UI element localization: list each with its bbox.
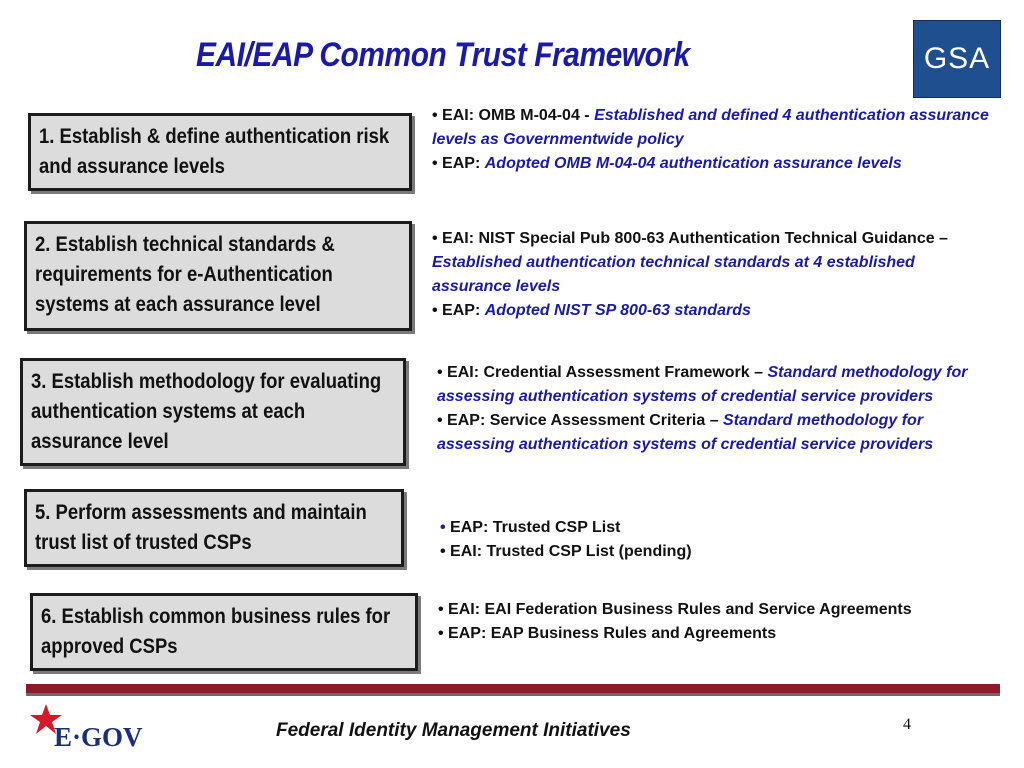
detail-item: • EAI: EAI Federation Business Rules and Service Agreements: [438, 601, 912, 618]
detail-item: • EAP: Trusted CSP List: [440, 519, 621, 536]
step-label-2: 2. Establish technical standards & requirements for e-Authentication systems at each assurance level: [35, 233, 335, 316]
egov-logo: [28, 702, 168, 758]
slide-title: EAI/EAP Common Trust Framework: [196, 36, 690, 74]
detail-item: • EAP: EAP Business Rules and Agreements: [438, 625, 777, 642]
footer-title: Federal Identity Management Initiatives: [276, 720, 631, 741]
page-number: 4: [903, 716, 911, 733]
step-box-1: [28, 113, 412, 191]
detail-item: • EAI: OMB M-04-04 - Established and defined 4 authentication assurance levels as Governmentwide policy: [432, 107, 989, 148]
detail-group-5: [440, 516, 970, 564]
egov-logo-text: E·GOV: [54, 722, 143, 752]
step-box-6: [30, 593, 418, 671]
detail-item: • EAI: Trusted CSP List (pending): [440, 543, 692, 560]
gsa-logo-text: GSA: [923, 42, 991, 75]
detail-group-6: [438, 598, 968, 646]
detail-item: • EAP: Adopted NIST SP 800-63 standards: [432, 302, 751, 319]
detail-item: • EAI: NIST Special Pub 800-63 Authentication Technical Guidance – Established authentication technical standards at 4 established assurance levels: [432, 230, 948, 295]
detail-group-3: [437, 361, 972, 457]
gsa-logo: [913, 20, 1001, 98]
step-box-3: [20, 358, 406, 466]
footer-divider: [26, 684, 1000, 693]
step-label-5: 5. Perform assessments and maintain trust list of trusted CSPs: [35, 501, 367, 554]
detail-item: • EAP: Service Assessment Criteria – Standard methodology for assessing authentication systems of credential service providers: [437, 412, 934, 453]
detail-group-1: [432, 104, 997, 176]
detail-group-2: [432, 227, 987, 323]
step-box-2: [24, 221, 412, 331]
detail-item: • EAP: Adopted OMB M-04-04 authentication assurance levels: [432, 155, 902, 172]
step-box-5: [24, 489, 404, 567]
step-label-3: 3. Establish methodology for evaluating authentication systems at each assurance level: [31, 370, 382, 453]
step-label-6: 6. Establish common business rules for approved CSPs: [41, 605, 391, 658]
detail-item: • EAI: Credential Assessment Framework – Standard methodology for assessing authentication systems of credential service providers: [437, 364, 968, 405]
step-label-1: 1. Establish & define authentication risk and assurance levels: [39, 125, 390, 178]
